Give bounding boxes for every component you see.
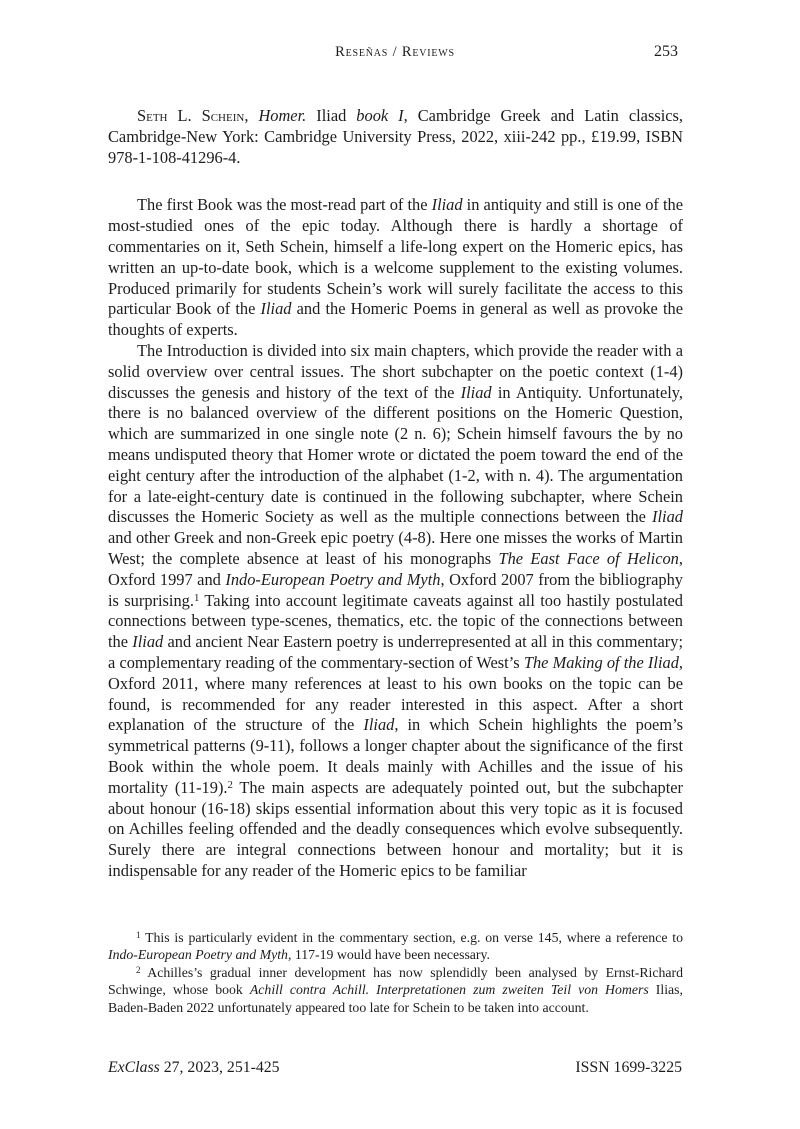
text-segment: Indo-European Poetry and Myth <box>108 947 288 963</box>
page-footer <box>108 1059 682 1077</box>
text-segment: Achill contra Achill. Interpretationen zum zweiten Teil von Homers <box>249 982 649 998</box>
text-segment: This is particularly evident in the commentary section, e.g. on verse 145, where a reference to <box>140 930 683 945</box>
footnote-1 <box>108 929 683 964</box>
text-segment: and ancient Near Eastern poetry is underrepresented at all in this commentary; a complementary reading of the commentary-section of West’s <box>108 632 683 672</box>
journal-reference <box>108 1059 280 1077</box>
review-paragraph-2 <box>108 341 683 882</box>
text-segment: Iliad <box>306 106 357 125</box>
text-segment: and the Homeric Poems in general as well as provoke the thoughts of experts. <box>108 299 683 340</box>
text-segment: ExClass <box>108 1059 160 1076</box>
text-segment: 1 <box>193 591 200 604</box>
text-segment: , 117-19 would have been necessary. <box>287 947 490 963</box>
review-content <box>108 106 683 882</box>
text-segment: Ilias, Baden-Baden 2022 unfortunately appeared too late for Schein to be taken into account. <box>108 982 684 1015</box>
text-segment: , in which Schein highlights the poem’s symmetrical patterns (9-11), follows a longer chapter about the significance of the first Book within the whole poem. It deals mainly with Achilles and the issue of his mortality (11-19). <box>108 715 684 797</box>
text-segment: in antiquity and still is one of the most-studied ones of the epic today. Although there is hardly a shortage of commentaries on it, Seth Schein, himself a life-long expert on the Homeric epics, has written an up-to-date book, which is a welcome supplement to the existing volumes. Produced primarily for students Schein’s work will surely facilitate the access to this particular Book of the <box>108 195 684 319</box>
text-segment: , Oxford 2011, where many references at least to his own books on the topic can be found, is recommended for any reader interested in this aspect. After a short explanation of the structure of the <box>108 652 683 735</box>
text-segment: Indo-European Poetry and Myth <box>225 569 441 589</box>
text-segment: Seth L. Schein <box>137 106 245 125</box>
text-segment: The Making of the Iliad <box>523 652 679 672</box>
text-segment: Iliad <box>460 382 492 402</box>
text-segment: Taking into account legitimate caveats against all too hastily postulated connections between type-scenes, thematics, etc. the topic of the connections between the <box>108 590 683 652</box>
text-segment: Iliad <box>132 632 164 652</box>
text-segment: 1 <box>136 929 141 940</box>
text-segment: , Oxford 1997 and <box>108 548 683 589</box>
text-segment: , Cambridge Greek and Latin classics, Cambridge-New York: Cambridge University Press, 2022, xiii-242 pp., £19.99, ISBN 978-1-108-41296-4. <box>108 106 684 167</box>
text-segment: The Introduction is divided into six main chapters, which provide the reader with a solid overview over central issues. The short subchapter on the poetic context (1-4) discusses the genesis and history of the text of the <box>108 340 683 402</box>
text-segment: 2 <box>136 964 141 975</box>
page-number: 253 <box>654 43 678 60</box>
text-segment: , Oxford 2007 from the bibliography is surprising. <box>108 569 683 610</box>
text-segment: The main aspects are adequately pointed out, but the subchapter about honour (16-18) skips essential information about this very topic as it is focused on Achilles feeling offended and the deadly consequences which evolve subsequently. Surely there are integral connections between honour and mortality; but it is indispensable for any reader of the Homeric epics to be familiar <box>108 777 683 880</box>
issn: ISSN 1699-3225 <box>575 1059 682 1076</box>
text-segment: and other Greek and non-Greek epic poetry (4-8). Here one misses the works of Martin West; the complete absence at least of his monographs <box>108 528 683 568</box>
footnotes-block <box>108 929 683 1016</box>
text-segment: Iliad <box>363 715 395 735</box>
text-segment: 2 <box>227 778 233 791</box>
review-citation <box>108 106 683 168</box>
text-segment: 27, 2023, 251-425 <box>159 1059 280 1076</box>
text-segment: Iliad <box>652 507 683 527</box>
text-segment: Iliad <box>431 195 463 215</box>
text-segment: Iliad <box>260 299 292 319</box>
running-title: Reseñas / Reviews <box>335 44 455 60</box>
text-segment: Homer. <box>258 106 307 125</box>
text-segment: Achilles’s gradual inner development has now splendidly been analysed by Ernst-Richard Schwinge, whose book <box>108 964 683 998</box>
text-segment: , <box>244 106 259 125</box>
text-segment: book I <box>356 106 404 125</box>
text-segment: The first Book was the most-read part of the <box>137 195 432 215</box>
text-segment: The East Face of Helicon <box>498 548 679 568</box>
review-paragraph-1 <box>108 195 683 341</box>
text-segment: in Antiquity. Unfortunately, there is no balanced overview of the different positions on the Homeric Question, which are summarized in one single note (2 n. 6); Schein himself favours the by no means undisputed theory that Homer wrote or dictated the poem toward the end of the eight century after the introduction of the alphabet (1-2, with n. 4). The argumentation for a late-eight-century date is continued in the following subchapter, where Schein discusses the Homeric Society as well as the multiple connections between the <box>108 382 684 527</box>
footnote-2 <box>108 964 683 1016</box>
